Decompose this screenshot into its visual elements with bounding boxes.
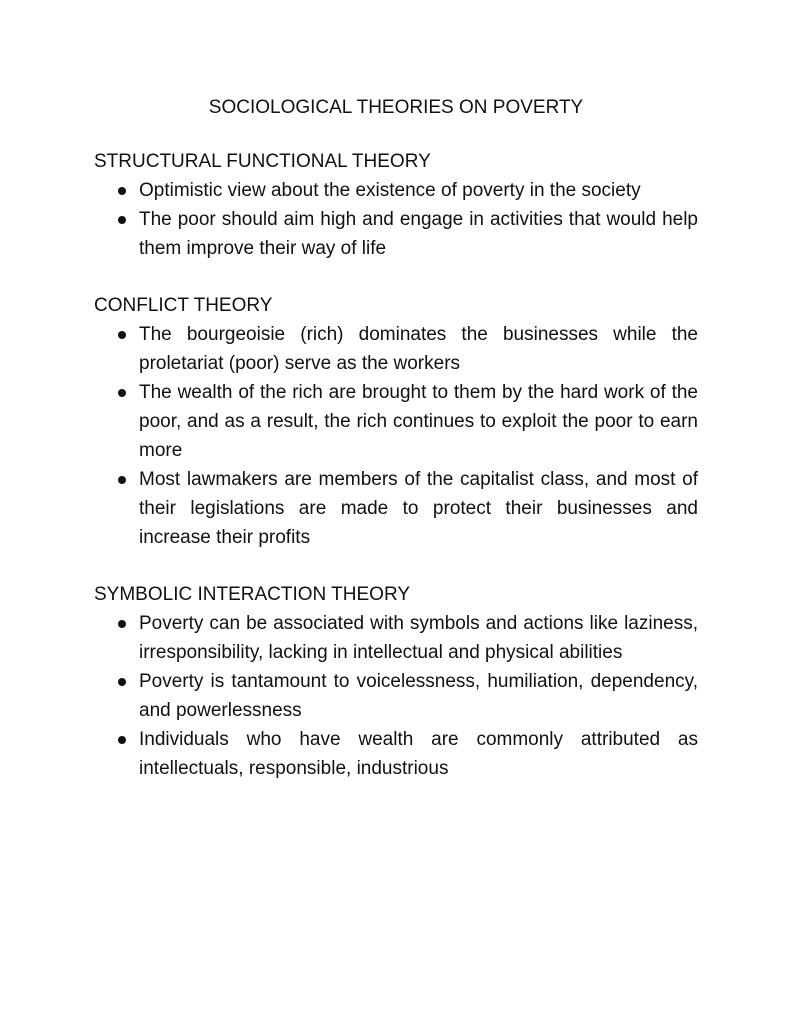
list-item [94,205,698,263]
bullet-icon [118,476,126,484]
section-structural-functional [94,148,698,263]
bullet-icon [118,736,126,744]
list-item-text: Individuals who have wealth are commonly attributed as intellectuals, responsible, industrious [139,729,698,779]
list-item-text: Poverty can be associated with symbols and actions like laziness, irresponsibility, lacking in intellectual and physical abilities [139,613,698,663]
bullet-icon [118,216,126,224]
list-item-text: Most lawmakers are members of the capitalist class, and most of their legislations are made to protect their businesses and increase their profits [139,469,698,548]
bullet-list [94,609,698,783]
bullet-icon [118,678,126,686]
list-item-text: The bourgeoisie (rich) dominates the businesses while the proletariat (poor) serve as the workers [139,324,698,374]
list-item [94,609,698,667]
section-heading: SYMBOLIC INTERACTION THEORY [94,584,411,605]
section-symbolic-interaction [94,581,698,783]
list-item-text: The poor should aim high and engage in activities that would help them improve their way of life [139,209,698,259]
bullet-icon [118,620,126,628]
list-item [94,725,698,783]
list-item-text: Poverty is tantamount to voicelessness, humiliation, dependency, and powerlessness [139,671,698,721]
bullet-list [94,176,698,263]
section-conflict [94,292,698,552]
list-item [94,176,698,205]
list-item-text: The wealth of the rich are brought to them by the hard work of the poor, and as a result, the rich continues to exploit the poor to earn more [139,382,698,461]
section-heading: STRUCTURAL FUNCTIONAL THEORY [94,151,431,172]
bullet-list [94,320,698,552]
bullet-icon [118,187,126,195]
bullet-icon [118,389,126,397]
page-title: SOCIOLOGICAL THEORIES ON POVERTY [208,97,584,118]
list-item-text: Optimistic view about the existence of poverty in the society [139,180,641,201]
document-page [94,94,698,812]
section-heading: CONFLICT THEORY [94,295,273,316]
list-item [94,465,698,552]
bullet-icon [118,331,126,339]
list-item [94,320,698,378]
list-item [94,667,698,725]
list-item [94,378,698,465]
